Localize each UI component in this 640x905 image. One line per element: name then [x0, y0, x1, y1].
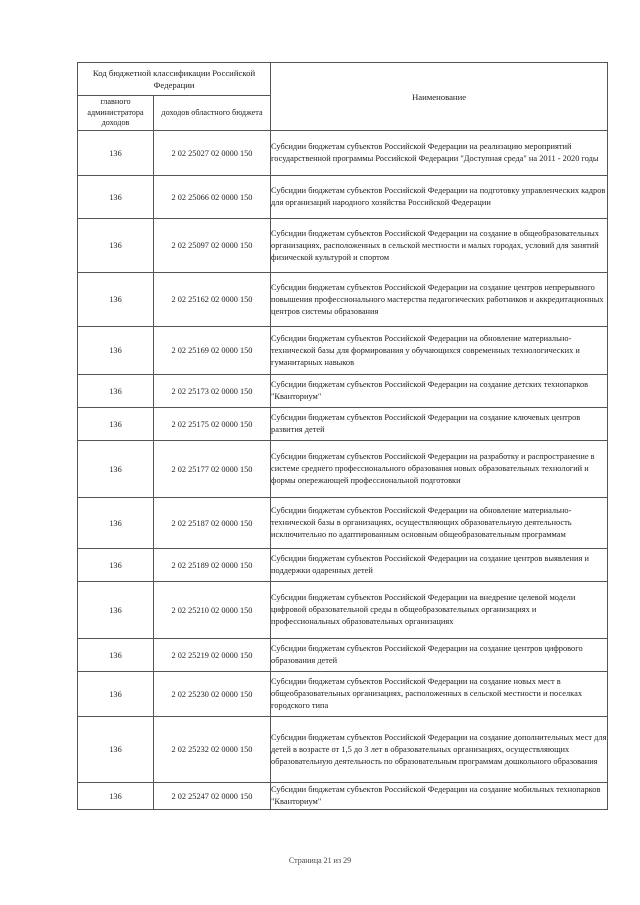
admin-code-cell: 136 — [78, 672, 154, 717]
income-code-cell: 2 02 25162 02 0000 150 — [154, 273, 271, 327]
admin-code-cell: 136 — [78, 783, 154, 810]
table-row — [78, 639, 608, 672]
income-code-cell: 2 02 25169 02 0000 150 — [154, 327, 271, 375]
income-code-cell: 2 02 25173 02 0000 150 — [154, 375, 271, 408]
table-row — [78, 498, 608, 549]
admin-code-cell: 136 — [78, 375, 154, 408]
income-code-cell: 2 02 25247 02 0000 150 — [154, 783, 271, 810]
income-code-cell: 2 02 25187 02 0000 150 — [154, 498, 271, 549]
table-row — [78, 176, 608, 219]
name-cell: Субсидии бюджетам субъектов Российской Федерации на создание дополнительных мест для детей в возрасте от 1,5 до 3 лет в образовательных организациях, осуществляющих образовательную деятельность по образовательным программам дошкольного образования — [271, 717, 608, 783]
table-row — [78, 375, 608, 408]
name-cell: Субсидии бюджетам субъектов Российской Федерации на создание центров цифрового образования детей — [271, 639, 608, 672]
admin-code-cell: 136 — [78, 131, 154, 176]
admin-code-cell: 136 — [78, 717, 154, 783]
admin-code-cell: 136 — [78, 441, 154, 498]
name-cell: Субсидии бюджетам субъектов Российской Федерации на создание детских технопарков "Кванториум" — [271, 375, 608, 408]
name-cell: Субсидии бюджетам субъектов Российской Федерации на создание в общеобразовательных организациях, расположенных в сельской местности и малых городах, условий для занятий физической культурой и спортом — [271, 219, 608, 273]
table-row — [78, 672, 608, 717]
admin-code-cell: 136 — [78, 327, 154, 375]
page-number: Страница 21 из 29 — [288, 856, 352, 865]
name-cell: Субсидии бюджетам субъектов Российской Федерации на внедрение целевой модели цифровой образовательной среды в общеобразовательных организациях и профессиональных образовательных организациях — [271, 582, 608, 639]
table-row — [78, 327, 608, 375]
name-cell: Субсидии бюджетам субъектов Российской Федерации на создание центров непрерывного повышения профессионального мастерства педагогических работников и аккредитационных центров системы образования — [271, 273, 608, 327]
header-main-administrator: главного администратора доходов — [78, 96, 154, 131]
name-cell: Субсидии бюджетам субъектов Российской Федерации на создание центров выявления и поддержки одаренных детей — [271, 549, 608, 582]
table-row — [78, 219, 608, 273]
income-code-cell: 2 02 25175 02 0000 150 — [154, 408, 271, 441]
admin-code-cell: 136 — [78, 549, 154, 582]
admin-code-cell: 136 — [78, 408, 154, 441]
table-row — [78, 549, 608, 582]
income-code-cell: 2 02 25027 02 0000 150 — [154, 131, 271, 176]
name-cell: Субсидии бюджетам субъектов Российской Федерации на разработку и распространение в системе среднего профессионального образования новых образовательных технологий и формы опережающей профессиональной подготовки — [271, 441, 608, 498]
name-cell: Субсидии бюджетам субъектов Российской Федерации на обновление материально-технической базы в организациях, осуществляющих образовательную деятельность исключительно по адаптированным основным общеобразовательным программам — [271, 498, 608, 549]
income-code-cell: 2 02 25219 02 0000 150 — [154, 639, 271, 672]
admin-code-cell: 136 — [78, 639, 154, 672]
table-row — [78, 717, 608, 783]
income-code-cell: 2 02 25097 02 0000 150 — [154, 219, 271, 273]
income-code-cell: 2 02 25210 02 0000 150 — [154, 582, 271, 639]
admin-code-cell: 136 — [78, 219, 154, 273]
header-name: Наименование — [271, 63, 608, 131]
income-code-cell: 2 02 25232 02 0000 150 — [154, 717, 271, 783]
income-code-cell: 2 02 25189 02 0000 150 — [154, 549, 271, 582]
name-cell: Субсидии бюджетам субъектов Российской Федерации на создание новых мест в общеобразовательных организациях, расположенных в сельской местности и поселках городского типа — [271, 672, 608, 717]
table-row — [78, 273, 608, 327]
name-cell: Субсидии бюджетам субъектов Российской Федерации на создание ключевых центров развития детей — [271, 408, 608, 441]
income-code-cell: 2 02 25177 02 0000 150 — [154, 441, 271, 498]
name-cell: Субсидии бюджетам субъектов Российской Федерации на создание мобильных технопарков "Кванториум" — [271, 783, 608, 810]
header-classification-code: Код бюджетной классификации Российской Федерации — [78, 63, 271, 96]
income-code-cell: 2 02 25230 02 0000 150 — [154, 672, 271, 717]
table-row — [78, 582, 608, 639]
name-cell: Субсидии бюджетам субъектов Российской Федерации на реализацию мероприятий государственной программы Российской Федерации "Доступная среда" на 2011 - 2020 годы — [271, 131, 608, 176]
table-row — [78, 408, 608, 441]
budget-classification-table — [77, 62, 608, 810]
name-cell: Субсидии бюджетам субъектов Российской Федерации на обновление материально-технической базы для формирования у обучающихся современных технологических и гуманитарных навыков — [271, 327, 608, 375]
header-row — [78, 63, 608, 96]
admin-code-cell: 136 — [78, 498, 154, 549]
header-regional-income: доходов областного бюджета — [154, 96, 271, 131]
income-code-cell: 2 02 25066 02 0000 150 — [154, 176, 271, 219]
table-row — [78, 783, 608, 810]
admin-code-cell: 136 — [78, 176, 154, 219]
admin-code-cell: 136 — [78, 273, 154, 327]
table-row — [78, 131, 608, 176]
table-row — [78, 441, 608, 498]
name-cell: Субсидии бюджетам субъектов Российской Федерации на подготовку управленческих кадров для организаций народного хозяйства Российской Федерации — [271, 176, 608, 219]
admin-code-cell: 136 — [78, 582, 154, 639]
